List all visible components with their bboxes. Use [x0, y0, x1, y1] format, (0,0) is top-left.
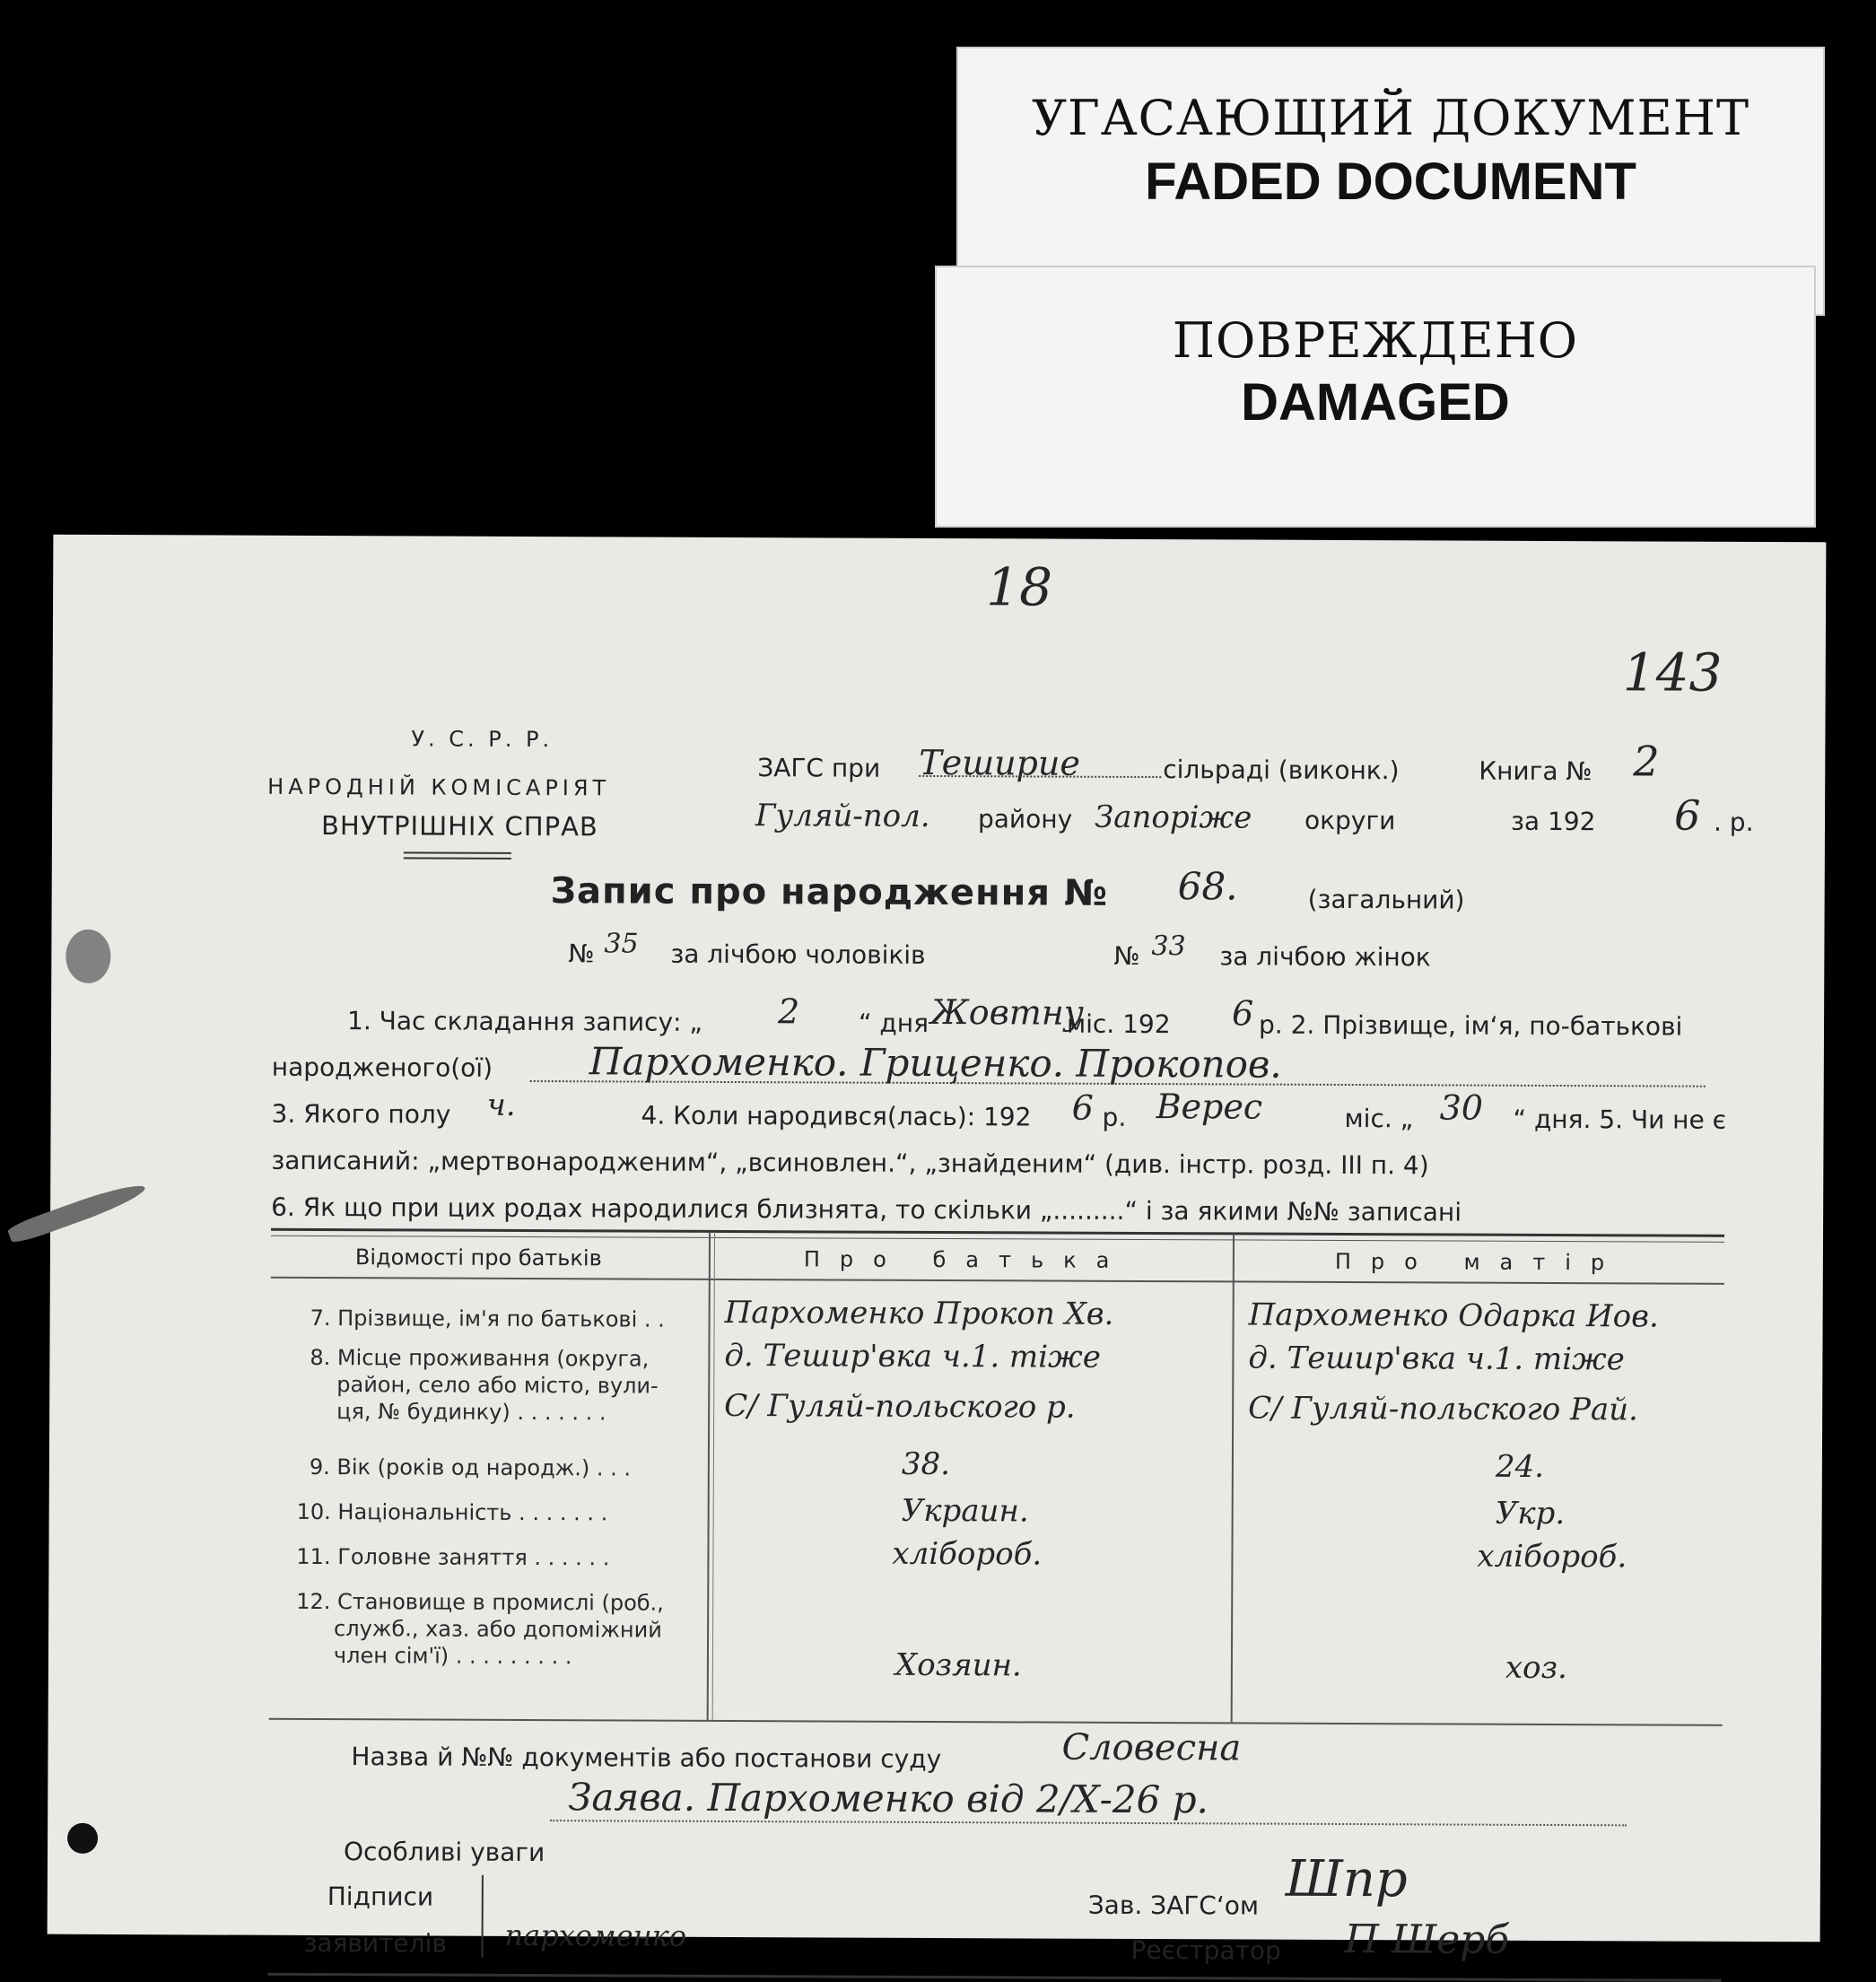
women-number: 33: [1151, 930, 1186, 963]
father-residence: С/ Гуляй-польского р.: [724, 1387, 1076, 1426]
entry-day-suffix: “ дня: [858, 1008, 929, 1038]
faded-label-ru: УГАСАЮЩИЙ ДОКУМЕНТ: [1031, 90, 1750, 146]
entry-year-label: міс. 192: [1066, 1008, 1171, 1040]
entry-year: 6: [1232, 993, 1254, 1034]
father-occupation: хлібороб.: [892, 1535, 1043, 1573]
header-rule: [404, 851, 511, 854]
table-header-parents: Відомості про батьків: [354, 1244, 602, 1271]
women-count-label: за лічбою жінок: [1219, 941, 1431, 973]
men-number: 35: [604, 928, 639, 960]
table-rule: [271, 1235, 1724, 1243]
zags-prefix: ЗАГС при: [757, 753, 881, 783]
registrar-signature: П Шерб: [1344, 1916, 1510, 1963]
row-label-age: 9. Вік (років од народж.) . . .: [309, 1454, 632, 1481]
documents-label: Назва й №№ документів або постанови суду: [351, 1742, 942, 1775]
entry-month: Жовтну: [930, 991, 1084, 1033]
birth-day: 30: [1439, 1087, 1484, 1128]
newborn-name: Пархоменко. Гриценко. Прокопов.: [589, 1039, 1282, 1087]
table-header-mother: Про матір: [1334, 1248, 1625, 1276]
signature-bracket: [481, 1875, 483, 1958]
zags-head-signature: Шпр: [1285, 1849, 1408, 1909]
father-age: 38.: [901, 1445, 951, 1483]
ink-stain: [65, 930, 110, 983]
year-suffix: . р.: [1713, 807, 1754, 837]
row-label-status: член сім'ї) . . . . . . . . .: [333, 1643, 572, 1670]
row-label-status: 12. Становище в промислі (роб.,: [296, 1588, 664, 1616]
newborn-label: народженого(ої): [271, 1052, 493, 1083]
book-label: Книга №: [1479, 755, 1592, 787]
mother-nationality: Укр.: [1495, 1495, 1566, 1532]
district-label: району: [977, 804, 1073, 834]
men-number-prefix: №: [568, 939, 595, 969]
mother-name: Пархоменко Одарка Иов.: [1248, 1297, 1659, 1335]
record-general: (загальний): [1307, 884, 1465, 915]
entry-time-label: 1. Час складання запису: „: [346, 1006, 702, 1037]
documents-handwritten: Словесна: [1061, 1726, 1242, 1769]
birth-date-label: 4. Коли народився(лась): 192: [641, 1100, 1032, 1132]
table-rule: [271, 1277, 1724, 1285]
zags-suffix: сільраді (виконк.): [1163, 755, 1400, 786]
men-count-label: за лічбою чоловіків: [670, 939, 926, 970]
birth-month: Верес: [1156, 1087, 1263, 1127]
mother-occupation: хлібороб.: [1477, 1538, 1627, 1576]
district-handwritten: Гуляй-пол.: [755, 798, 930, 834]
stillborn-question: “ дня. 5. Чи не є: [1513, 1104, 1727, 1135]
name-field-label: р. 2. Прізвище, ім‘я, по-батькові: [1258, 1009, 1683, 1042]
father-residence: д. Тешир'вка ч.1. тіже: [724, 1337, 1101, 1375]
bottom-rule: [267, 1973, 1721, 1982]
applicants-label: заявителів: [303, 1927, 447, 1959]
damaged-document-label: [935, 266, 1816, 528]
table-divider: [712, 1232, 715, 1720]
page-number: 18: [986, 556, 1053, 618]
father-name: Пархоменко Прокоп Хв.: [724, 1294, 1114, 1332]
registrar-label: Реєстратор: [1130, 1934, 1281, 1966]
record-title: Запис про народження №: [550, 870, 1109, 914]
damaged-label-ru: ПОВРЕЖДЕНО: [1172, 312, 1579, 369]
sex-label: 3. Якого полу: [271, 1098, 451, 1130]
registration-status-label: записаний: „мертвонародженим“, „всиновлен.“, „знайденим“ (див. інстр. розд. III п. 4): [271, 1145, 1429, 1181]
village-handwritten: Тешириe: [919, 742, 1081, 783]
entry-day: 2: [778, 991, 800, 1032]
punch-hole: [67, 1823, 98, 1854]
damaged-label-en: DAMAGED: [1241, 373, 1510, 432]
row-label-name: 7. Прізвище, ім'я по батькові . .: [310, 1305, 665, 1332]
year-label: за 192: [1510, 806, 1596, 837]
row-label-residence: район, село або місто, вули-: [336, 1372, 659, 1399]
mother-residence: д. Тешир'вка ч.1. тіже: [1248, 1340, 1625, 1378]
table-header-father: Про батька: [803, 1246, 1130, 1273]
birth-record-sheet: [48, 535, 1827, 1966]
zags-head-label: Зав. ЗАГС‘ом: [1087, 1890, 1260, 1921]
record-number: 68.: [1177, 864, 1238, 909]
commissariat-heading: НАРОДНІЙ КОМІСАРІЯТ: [267, 773, 611, 801]
faded-label-en: FADED DOCUMENT: [1145, 153, 1636, 211]
row-label-status: служб., хаз. або допоміжний: [334, 1616, 662, 1643]
row-label-occupation: 11. Головне заняття . . . . . .: [296, 1543, 610, 1571]
mother-age: 24.: [1495, 1448, 1545, 1485]
signatures-label: Підписи: [327, 1882, 434, 1912]
row-label-nationality: 10. Національність . . . . . . .: [296, 1498, 608, 1526]
header-rule: [404, 857, 511, 860]
internal-affairs-heading: ВНУТРІШНІХ СПРАВ: [320, 810, 598, 843]
book-number: 2: [1633, 737, 1660, 786]
table-divider: [707, 1232, 711, 1720]
archive-number: 143: [1622, 642, 1723, 703]
binding-thread: [6, 1178, 148, 1245]
documents-handwritten: Заява. Пархоменко від 2/Х-26 р.: [568, 1775, 1209, 1822]
twins-label: 6. Як що при цих родах народилися близнята, то скільки „.........“ і за якими №№ записані: [271, 1192, 1462, 1227]
ussr-heading: У. С. Р. Р.: [411, 726, 554, 753]
applicant-signature: пархоменко: [504, 1917, 687, 1953]
okrug-handwritten: Запоріжe: [1094, 799, 1252, 836]
women-number-prefix: №: [1113, 940, 1140, 971]
row-label-residence: ця, № будинку) . . . . . . .: [336, 1399, 606, 1426]
year-digit: 6: [1673, 790, 1701, 840]
mother-residence: С/ Гуляй-польского Рай.: [1248, 1390, 1638, 1428]
table-rule: [269, 1718, 1723, 1726]
father-nationality: Украин.: [901, 1492, 1029, 1530]
sex-value: ч.: [486, 1087, 516, 1123]
okrug-label: округи: [1304, 805, 1396, 836]
table-divider: [1231, 1234, 1235, 1722]
birth-year: 6: [1071, 1087, 1094, 1128]
father-status: Хозяин.: [894, 1646, 1022, 1684]
birth-year-suffix: р.: [1102, 1102, 1127, 1132]
notes-label: Особливі уваги: [343, 1837, 545, 1868]
mother-status: хоз.: [1505, 1649, 1568, 1687]
row-label-residence: 8. Місце проживання (округа,: [310, 1344, 650, 1372]
birth-month-suffix: міс. „: [1344, 1103, 1414, 1134]
